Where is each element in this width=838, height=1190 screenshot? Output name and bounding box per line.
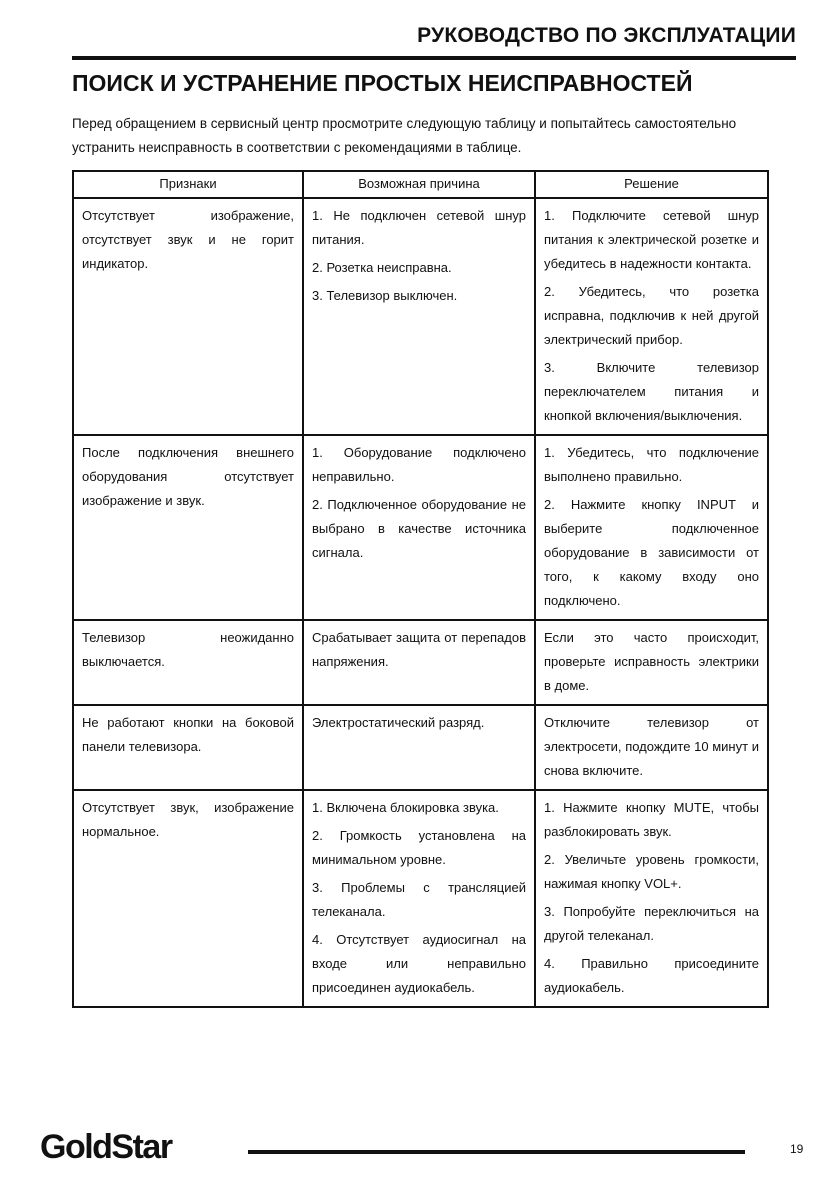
cause-cell: [303, 620, 535, 705]
symptom-text: Телевизор неожиданно выключается.: [82, 630, 294, 669]
table-row: [73, 790, 768, 1007]
solution-cell: [535, 435, 768, 620]
symptom-cell: [73, 790, 303, 1007]
manual-header-title: РУКОВОДСТВО ПО ЭКСПЛУАТАЦИИ: [417, 24, 796, 47]
solution-text: 2. Нажмите кнопку INPUT и выберите подключенное оборудование в зависимости от того, к какому входу оно подключено.: [544, 497, 759, 608]
cause-text: 3. Телевизор выключен.: [312, 288, 458, 303]
section-title: ПОИСК И УСТРАНЕНИЕ ПРОСТЫХ НЕИСПРАВНОСТЕЙ: [72, 70, 693, 96]
cause-text: 2. Громкость установлена на минимальном уровне.: [312, 828, 526, 867]
cause-text: Электростатический разряд.: [312, 715, 485, 730]
solution-text: 1. Нажмите кнопку MUTE, чтобы разблокировать звук.: [544, 800, 759, 839]
solution-text: Отключите телевизор от электросети, подождите 10 минут и снова включите.: [544, 715, 759, 778]
table-body: [73, 198, 768, 1007]
table-row: [73, 620, 768, 705]
cause-cell: [303, 705, 535, 790]
column-header-solution: Решение: [535, 171, 768, 198]
solution-cell: [535, 790, 768, 1007]
symptom-text: Отсутствует изображение, отсутствует звук и не горит индикатор.: [82, 208, 294, 271]
cause-text: 1. Включена блокировка звука.: [312, 800, 499, 815]
symptom-text: Отсутствует звук, изображение нормальное.: [82, 800, 294, 839]
footer-divider: [248, 1150, 745, 1154]
cause-text: Срабатывает защита от перепадов напряжения.: [312, 630, 526, 669]
symptom-cell: [73, 620, 303, 705]
solution-cell: [535, 620, 768, 705]
symptom-cell: [73, 705, 303, 790]
table-row: [73, 435, 768, 620]
symptom-cell: [73, 198, 303, 435]
cause-text: 2. Розетка неисправна.: [312, 260, 452, 275]
column-header-symptoms: Признаки: [73, 171, 303, 198]
column-header-cause: Возможная причина: [303, 171, 535, 198]
troubleshooting-table: [72, 170, 769, 1008]
symptom-text: После подключения внешнего оборудования отсутствует изображение и звук.: [82, 445, 294, 508]
solution-text: 2. Увеличьте уровень громкости, нажимая кнопку VOL+.: [544, 852, 759, 891]
cause-cell: [303, 435, 535, 620]
solution-text: 2. Убедитесь, что розетка исправна, подключив к ней другой электрический прибор.: [544, 284, 759, 347]
solution-text: 3. Включите телевизор переключателем питания и кнопкой включения/выключения.: [544, 360, 759, 423]
cause-text: 4. Отсутствует аудиосигнал на входе или неправильно присоединен аудиокабель.: [312, 932, 526, 995]
table-header-row: [73, 171, 768, 198]
page-number: 19: [790, 1142, 804, 1156]
table-row: [73, 198, 768, 435]
solution-text: 4. Правильно присоедините аудиокабель.: [544, 956, 759, 995]
symptom-text: Не работают кнопки на боковой панели телевизора.: [82, 715, 294, 754]
cause-text: 3. Проблемы с трансляцией телеканала.: [312, 880, 526, 919]
solution-cell: [535, 198, 768, 435]
goldstar-logo: GoldStar: [40, 1128, 172, 1166]
solution-text: 1. Убедитесь, что подключение выполнено правильно.: [544, 445, 759, 484]
cause-text: 2. Подключенное оборудование не выбрано в качестве источника сигнала.: [312, 497, 526, 560]
solution-text: 3. Попробуйте переключиться на другой телеканал.: [544, 904, 759, 943]
solution-text: Если это часто происходит, проверьте исправность электрики в доме.: [544, 630, 759, 693]
intro-paragraph: Перед обращением в сервисный центр просмотрите следующую таблицу и попытайтесь самостоятельно устранить неисправность в соответствии с рекомендациями в таблице.: [72, 116, 737, 155]
header-divider: [72, 56, 796, 60]
cause-text: 1. Оборудование подключено неправильно.: [312, 445, 526, 484]
cause-cell: [303, 198, 535, 435]
solution-text: 1. Подключите сетевой шнур питания к электрической розетке и убедитесь в надежности контакта.: [544, 208, 759, 271]
table-row: [73, 705, 768, 790]
cause-text: 1. Не подключен сетевой шнур питания.: [312, 208, 526, 247]
symptom-cell: [73, 435, 303, 620]
solution-cell: [535, 705, 768, 790]
cause-cell: [303, 790, 535, 1007]
